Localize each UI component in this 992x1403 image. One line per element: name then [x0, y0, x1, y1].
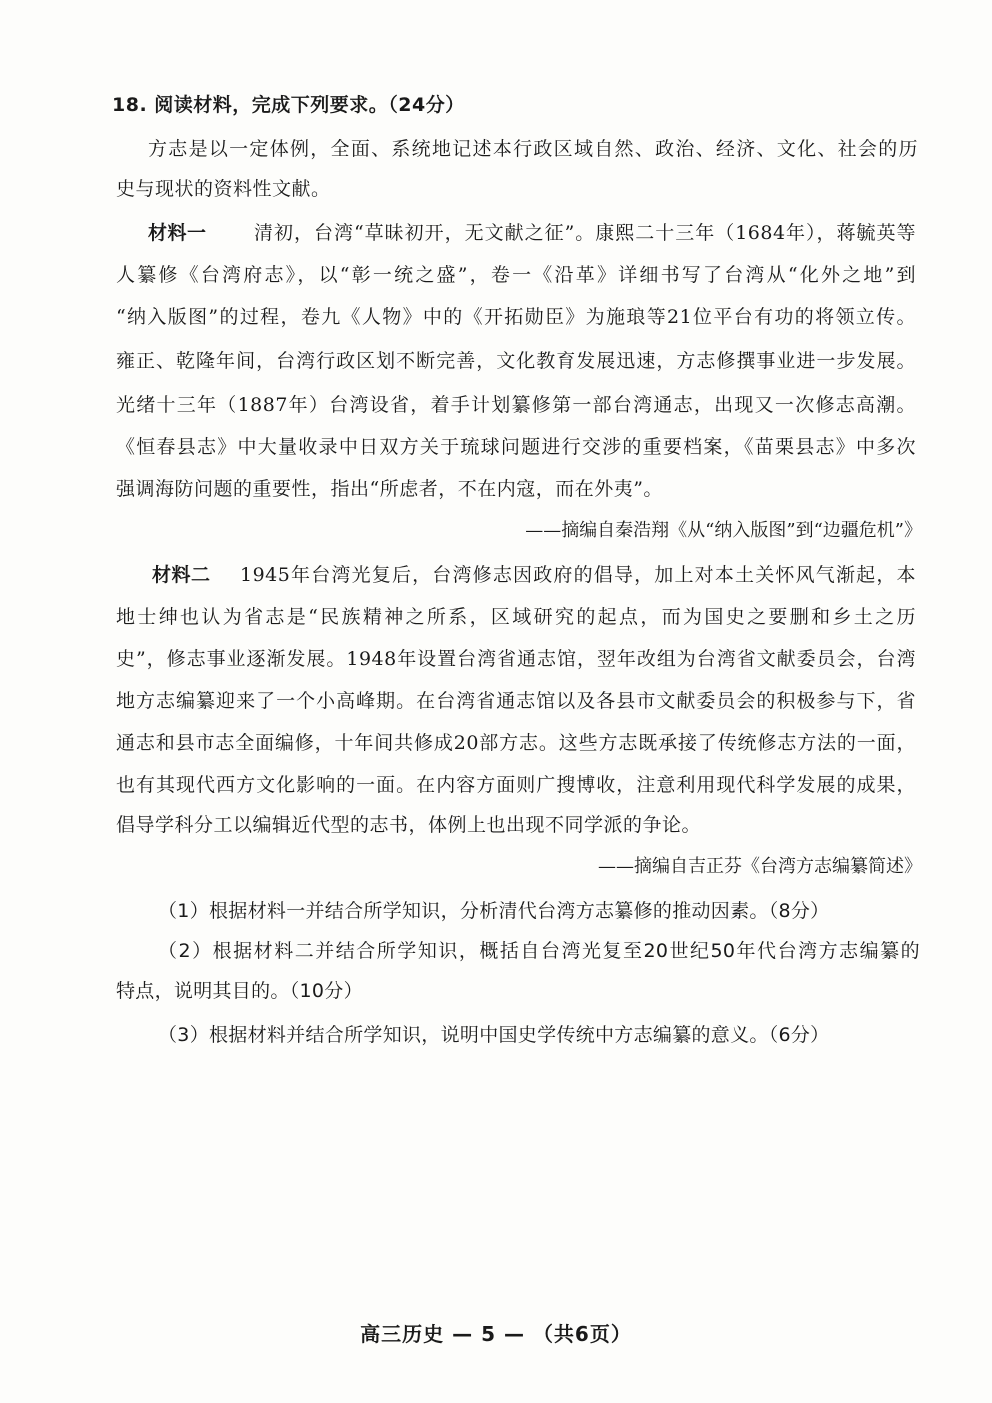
material-one-line-6: 《恒春县志》中大量收录中日双方关于琉球问题进行交涉的重要档案，《苗栗县志》中多次	[116, 436, 916, 458]
question-heading: 18. 阅读材料，完成下列要求。（24分）	[112, 94, 465, 116]
material-one-source: ——摘编自秦浩翔《从“纳入版图”到“边疆危机”》	[525, 520, 922, 541]
material-two-line-3: 史”，修志事业逐渐发展。1948年设置台湾省通志馆，翌年改组为台湾省文献委员会，台湾	[116, 648, 916, 670]
material-two-line-5: 通志和县市志全面编修，十年间共修成20部方志。这些方志既承接了传统修志方法的一面，	[116, 732, 916, 754]
intro-line-1: 方志是以一定体例，全面、系统地记述本行政区域自然、政治、经济、文化、社会的历	[148, 138, 918, 160]
material-one-line-5: 光绪十三年（1887年）台湾设省，着手计划纂修第一部台湾通志，出现又一次修志高潮。	[116, 394, 916, 416]
sub-question-2-line-2: 特点，说明其目的。（10分）	[116, 980, 363, 1002]
material-two-label: 材料二	[152, 564, 211, 586]
material-two-line-6: 也有其现代西方文化影响的一面。在内容方面则广搜博收，注意利用现代科学发展的成果，	[116, 774, 916, 796]
material-one-label: 材料一	[148, 222, 207, 244]
material-one-line-2: 人纂修《台湾府志》，以“彰一统之盛”，卷一《沿革》详细书写了台湾从“化外之地”到	[116, 264, 916, 286]
material-one-line-3: “纳入版图”的过程，卷九《人物》中的《开拓勋臣》为施琅等21位平台有功的将领立传。	[116, 306, 916, 328]
intro-line-2: 史与现状的资料性文献。	[116, 178, 331, 200]
sub-question-2-line-1: （2）根据材料二并结合所学知识，概括自台湾光复至20世纪50年代台湾方志编纂的	[158, 940, 920, 962]
material-two-source: ——摘编自吉正芬《台湾方志编纂简述》	[598, 856, 922, 877]
material-two-line-1: 1945年台湾光复后，台湾修志因政府的倡导，加上对本土关怀风气渐起，本	[240, 564, 916, 586]
material-two-line-7: 倡导学科分工以编辑近代型的志书，体例上也出现不同学派的争论。	[116, 814, 702, 836]
material-two-line-2: 地士绅也认为省志是“民族精神之所系，区域研究的起点，而为国史之要删和乡土之历	[116, 606, 916, 628]
sub-question-3: （3）根据材料并结合所学知识，说明中国史学传统中方志编纂的意义。（6分）	[158, 1024, 830, 1046]
page-footer: 高三历史 — 5 — （共6页）	[360, 1322, 632, 1346]
material-one-line-4: 雍正、乾隆年间，台湾行政区划不断完善，文化教育发展迅速，方志修撰事业进一步发展。	[116, 350, 916, 372]
material-two-line-4: 地方志编纂迎来了一个小高峰期。在台湾省通志馆以及各县市文献委员会的积极参与下，省	[116, 690, 916, 712]
sub-question-1: （1）根据材料一并结合所学知识，分析清代台湾方志纂修的推动因素。（8分）	[158, 900, 830, 922]
material-one-line-7: 强调海防问题的重要性，指出“所虑者，不在内寇，而在外夷”。	[116, 478, 663, 500]
material-one-line-1: 清初，台湾“草昧初开，无文献之征”。康熙二十三年（1684年），蒋毓英等	[254, 222, 916, 244]
